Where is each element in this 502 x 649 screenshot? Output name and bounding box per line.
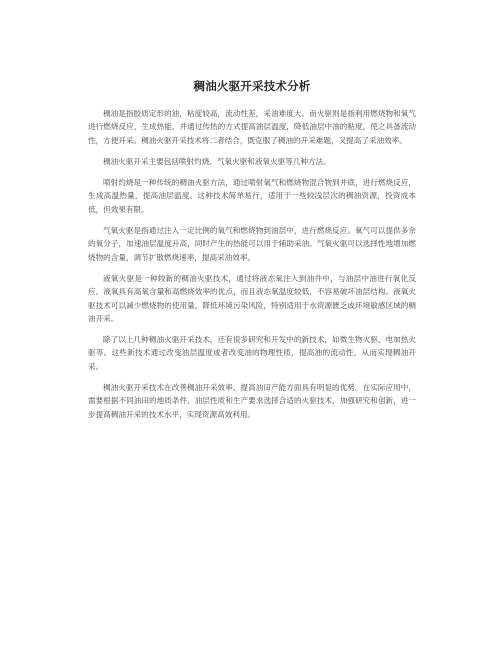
paragraph-methods-overview: 稠油火驱开采主要包括喷射灼烧、气氧火驱和液氧火驱等几种方法。 [103,156,331,166]
paragraph-new-technologies: 除了以上几种稠油火驱开采技术，还有很多研究和开发中的新技术，如微生物火驱、电加热火驱等。这些新技术通过改变油层温度或者改变油的物理性质，提高油的流动性，从而实现稠油开采。 [88,335,416,371]
paragraph-conclusion: 稠油火驱开采技术在改善稠油开采效率、提高油田产能方面具有明显的优势。在实际应用中，需要根据不同油田的地质条件、油层性质和生产要求选择合适的火驱技术，加强研究和创新，进一步提高稠油开采的技术水平，实现资源高效利用。 [88,383,416,419]
paragraph-liquid-oxygen-fire-flooding: 液氧火驱是一种较新的稠油火驱技术，通过将液态氧注入到油井中，与油层中油进行氧化反应。液氧具有高氧含量和高燃烧效率的优点，而且液态氧温度较低，不容易破坏油层结构。液氧火驱技术可以减少燃烧物的使用量，降低环境污染风险，特别适用于水资源匮乏或环境敏感区域的稠油开采。 [88,273,416,323]
paragraph-intro: 稠油是指胶质定形的油，粘度较高，流动性差，采油难度大。而火驱则是指利用燃烧物和氧气进行燃烧反应，生成热能，并通过传热的方式提高油层温度，降低油层中油的粘度，使之具备流动性，方便开采。稠油火驱开采技术将二者结合，既克服了稠油的开采难题，又提高了采油效率。 [88,109,416,145]
paragraph-spray-burning: 喷射灼烧是一种传统的稠油火驱方法，通过喷射氧气和燃烧物混合物到井底，进行燃烧反应，生成高温热量，提高油层温度。这种技术简单易行，适用于一些较浅层次的稠油资源，投资成本低，但效果有限。 [88,178,416,214]
paragraph-gas-oxygen-fire-flooding: 气氧火驱是指通过注入一定比例的氧气和燃烧物到油层中，进行燃烧反应。氧气可以提供多余的氧分子，加速油层温度升高，同时产生的热能可以用于辅助采油。气氧火驱可以选择性地增加燃烧物的含量，调节扩散燃烧速率，提高采油效率。 [88,226,416,262]
document-title: 稠油火驱开采技术分析 [193,79,311,93]
